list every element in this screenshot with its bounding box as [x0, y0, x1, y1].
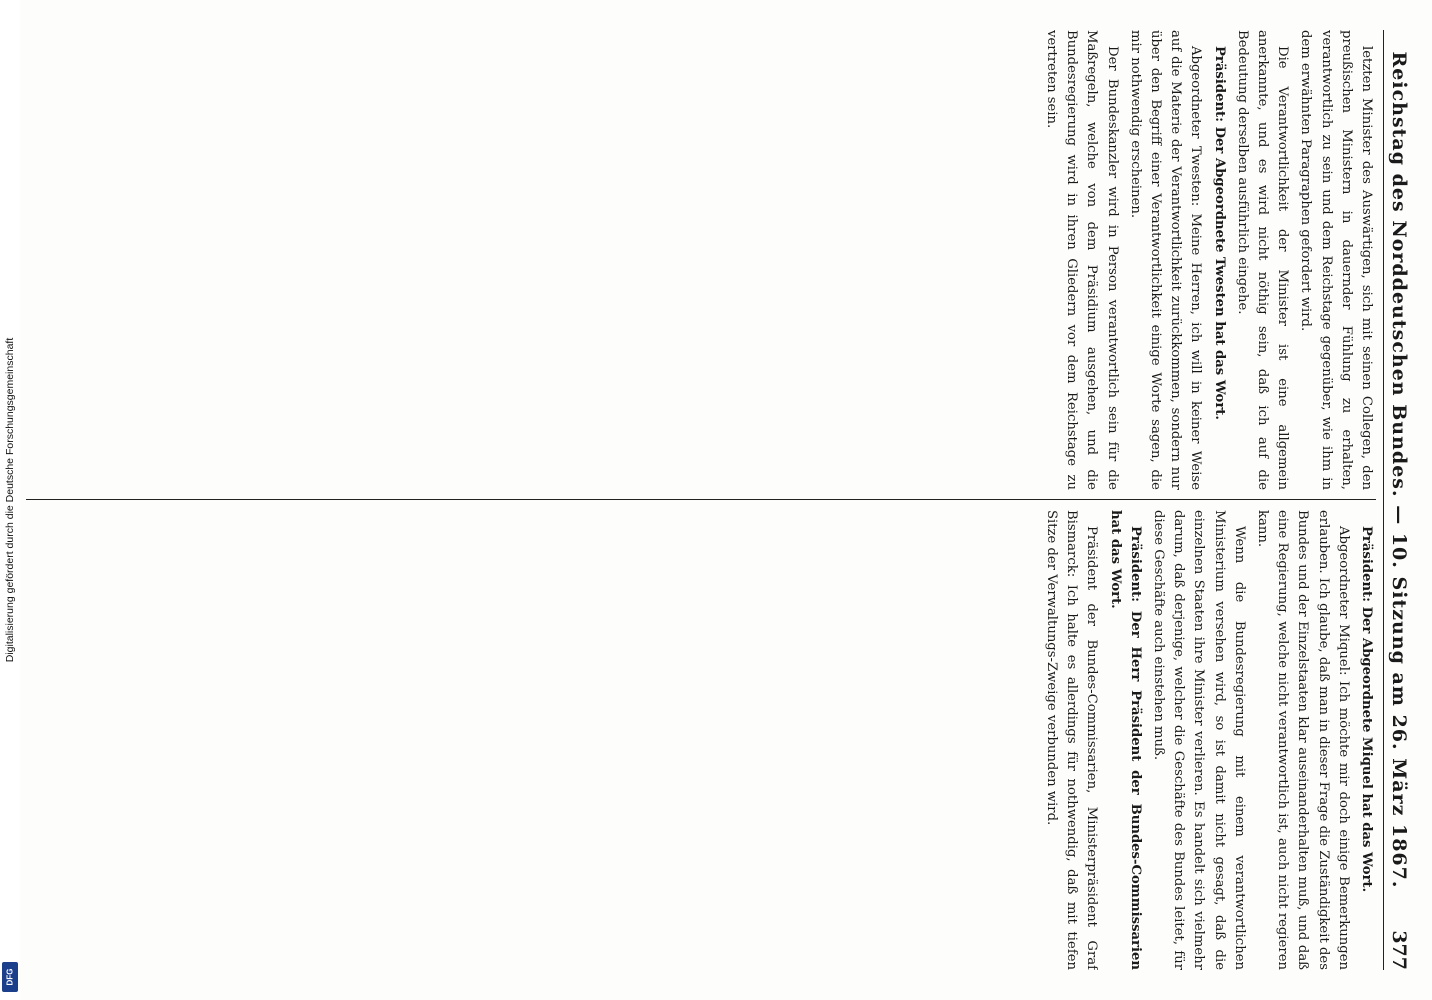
speaker-line: Präsident: Der Herr Präsident der Bundes-Commissarien hat das Wort.: [1107, 510, 1143, 970]
column-right: [26, 510, 1376, 970]
rotated-page-content: [16, 10, 1416, 990]
page-number: 377: [1388, 930, 1410, 970]
paragraph: letzten Minister des Auswärtigen, sich mit seinen Collegen, den preußischen Ministern in dauernder Fühlung zu erhalten, verantwortlich zu sein und dem Reichstage gegenüber, wie ihm in dem erwähnten Paragraphen gefordert wird.: [1298, 30, 1374, 490]
speaker-line: Präsident: Der Abgeordnete Twesten hat das Wort.: [1211, 46, 1227, 420]
page-header: [1383, 30, 1414, 970]
column-left: [26, 30, 1376, 490]
paragraph: Die Verantwortlichkeit der Minister ist eine allgemein anerkannte, und es wird nicht nöthig sein, daß ich auf die Bedeutung derselben ausführlich eingehe.: [1234, 30, 1291, 490]
paragraph: Wenn die Bundesregierung mit einem verantwortlichen Ministerium versehen wird, so ist damit nicht gesagt, daß die einzelnen Staaten ihre Minister verlieren. Es handelt sich vielmehr darum, daß derjenige, welcher die Geschäfte des Bundes leitet, für diese Geschäfte auch einstehen muß.: [1150, 510, 1247, 970]
column-divider: [26, 499, 1376, 500]
speaker-line: Präsident: Der Abgeordnete Miquel hat das Wort.: [1359, 526, 1374, 893]
page-title: Reichstag des Norddeutschen Bundes. — 10. Sitzung am 26. März 1867.: [1388, 51, 1410, 889]
paragraph: Präsident der Bundes-Commissarien, Ministerpräsident Graf Bismarck: Ich halte es allerdings für nothwendig, daß mit tiefen Sitze der Verwaltungs-Zweige verbunden wird.: [1043, 510, 1100, 970]
dfg-logo-text: DFG: [5, 968, 15, 986]
paragraph: Abgeordneter Miquel: Ich möchte mir doch einige Bemerkungen erlauben. Ich glaube, daß man in dieser Frage die Zuständigkeit des Bundes und der Einzelstaaten klar auseinanderhalten muß, und daß eine Regierung, welche nicht verantwortlich ist, auch nicht regieren kann.: [1254, 510, 1351, 970]
paragraph: Der Bundeskanzler wird in Person verantwortlich sein für die Maßregeln, welche von dem Präsidium ausgehen, und die Bundesregierung wird in ihren Gliedern vor dem Reichstage zu vertreten sein.: [1043, 30, 1120, 490]
paragraph: Abgeordneter Twesten: Meine Herren, ich will in keiner Weise auf die Materie der Verantwortlichkeit zurückkommen, sondern nur über den Begriff einer Verantwortlichkeit einige Worte sagen, die mir nothwendig erscheinen.: [1127, 30, 1204, 490]
digitization-credit: Digitalisierung gefördert durch die Deutsche Forschungsgemeinschaft: [4, 337, 16, 663]
